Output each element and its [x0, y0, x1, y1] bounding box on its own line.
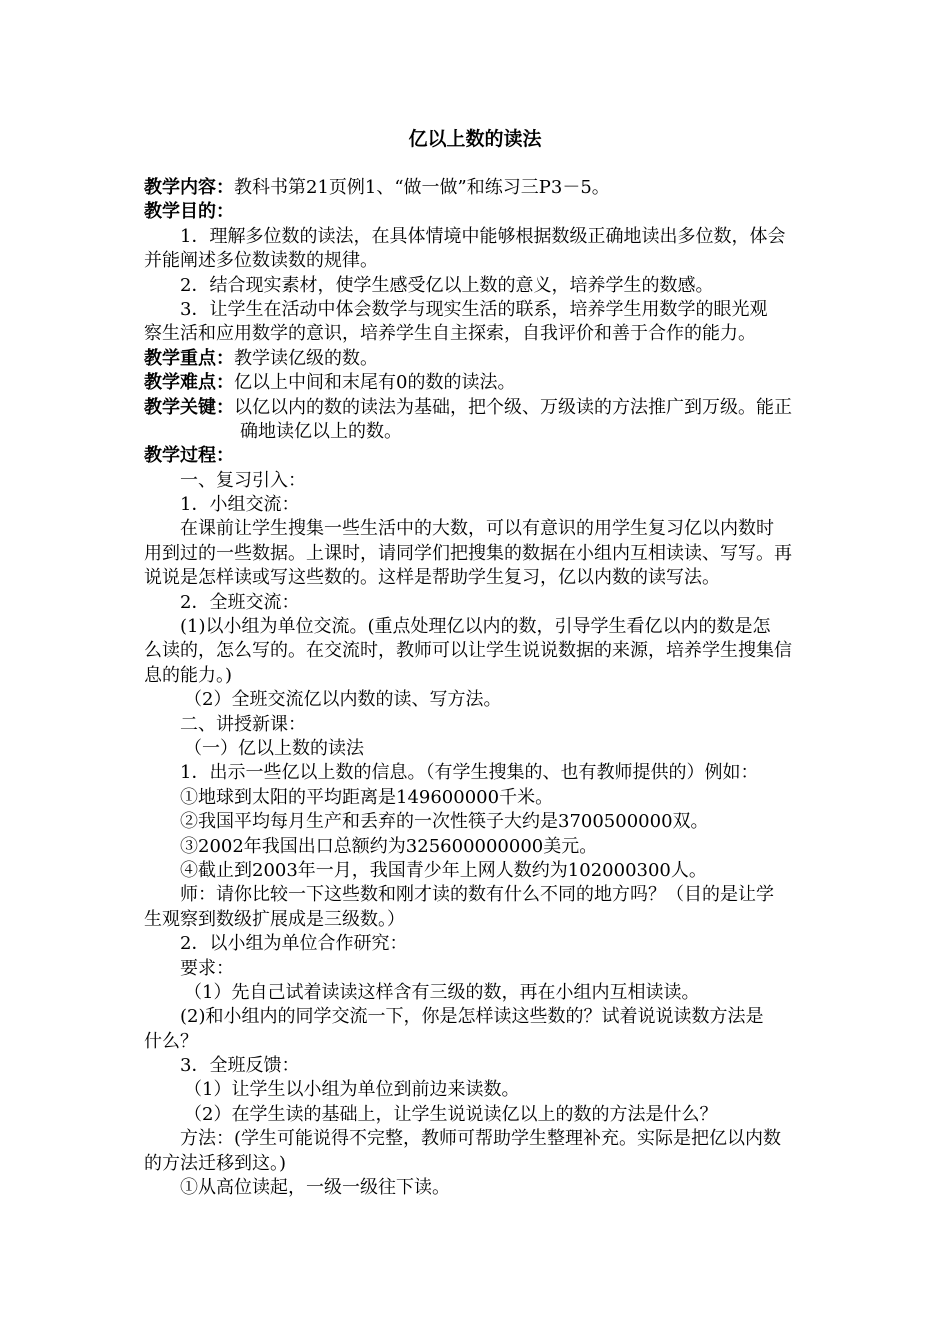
key-text: 教学读亿级的数。	[234, 347, 378, 369]
crux-label: 教学关键：	[144, 396, 234, 418]
process-p30: ①从高位读起，一级一级往下读。	[180, 1177, 450, 1199]
content-line	[144, 176, 808, 200]
goal-3-line-a: 3．让学生在活动中体会数学与现实生活的联系，培养学生用数学的眼光观	[180, 298, 768, 320]
process-label: 教学过程：	[144, 445, 234, 467]
process-p9: 息的能力。)	[144, 664, 233, 686]
process-p6: 2．全班交流：	[180, 591, 300, 613]
process-p5: 说说是怎样读或写这些数的。这样是帮助学生复习，亿以内数的读写法。	[144, 567, 720, 589]
process-p17: ④截止到2003年一月，我国青少年上网人数约为102000300人。	[180, 859, 707, 881]
key-label: 教学重点：	[144, 347, 234, 369]
process-p12: （一）亿以上数的读法	[184, 737, 364, 759]
process-p23: (2)和小组内的同学交流一下，你是怎样读这些数的？试着说说读数方法是	[180, 1006, 764, 1028]
process-p26: （1）让学生以小组为单位到前边来读数。	[184, 1079, 520, 1101]
process-p18: 师：请你比较一下这些数和刚才读的数有什么不同的地方吗？（目的是让学	[180, 884, 774, 906]
content-text: 教科书第21页例1、“做一做”和练习三P3－5。	[234, 177, 610, 198]
process-p25: 3．全班反馈：	[180, 1055, 300, 1077]
process-p16: ③2002年我国出口总额约为325600000000美元。	[180, 835, 598, 857]
crux-text-a: 以亿以内的数的读法为基础，把个级、万级读的方法推广到万级。能正	[234, 396, 792, 418]
document-title: 亿以上数的读法	[408, 128, 542, 150]
crux-line	[144, 396, 808, 420]
process-p1: 一、复习引入：	[180, 469, 306, 491]
process-p15: ②我国平均每月生产和丢弃的一次性筷子大约是3700500000双。	[180, 811, 709, 833]
process-p22: （1）先自己试着读读这样含有三级的数，再在小组内互相读读。	[184, 981, 700, 1003]
goal-1-line-b: 并能阐述多位数读数的规律。	[144, 250, 378, 272]
process-p8: 么读的，怎么写的。在交流时，教师可以让学生说说数据的来源，培养学生搜集信	[144, 640, 792, 662]
difficulty-text: 亿以上中间和末尾有0的数的读法。	[234, 372, 516, 394]
content-label: 教学内容：	[144, 177, 234, 198]
key-line	[144, 347, 808, 371]
process-p7: (1)以小组为单位交流。(重点处理亿以内的数，引导学生看亿以内的数是怎	[180, 616, 771, 638]
process-p19: 生观察到数级扩展成是三级数。）	[144, 908, 405, 930]
process-p27: （2）在学生读的基础上，让学生说说读亿以上的数的方法是什么？	[184, 1103, 718, 1125]
process-p28: 方法：(学生可能说得不完整，教师可帮助学生整理补充。实际是把亿以内数	[180, 1128, 782, 1150]
difficulty-line	[144, 371, 808, 395]
crux-text-b: 确地读亿以上的数。	[240, 420, 402, 442]
goal-1-line-a: 1．理解多位数的读法，在具体情境中能够根据数级正确地读出多位数，体会	[180, 225, 786, 247]
process-p24: 什么？	[144, 1030, 198, 1052]
process-p14: ①地球到太阳的平均距离是149600000千米。	[180, 786, 554, 808]
process-p13: 1．出示一些亿以上数的信息。（有学生搜集的、也有教师提供的）例如：	[180, 762, 759, 784]
difficulty-label: 教学难点：	[144, 372, 234, 394]
process-p29: 的方法迁移到这。)	[144, 1152, 287, 1174]
document-body	[144, 176, 808, 1200]
goal-2: 2．结合现实素材，使学生感受亿以上数的意义，培养学生的数感。	[180, 274, 714, 296]
process-p4: 用到过的一些数据。上课时，请同学们把搜集的数据在小组内互相读读、写写。再	[144, 542, 792, 564]
process-p11: 二、讲授新课：	[180, 713, 306, 735]
process-p10: （2）全班交流亿以内数的读、写方法。	[184, 689, 502, 711]
process-p20: 2．以小组为单位合作研究：	[180, 933, 408, 955]
goal-3-line-b: 察生活和应用数学的意识，培养学生自主探索，自我评价和善于合作的能力。	[144, 323, 756, 345]
goals-label: 教学目的：	[144, 201, 234, 223]
process-p21: 要求：	[180, 957, 234, 979]
process-p3: 在课前让学生搜集一些生活中的大数，可以有意识的用学生复习亿以内数时	[180, 518, 774, 540]
process-p2: 1．小组交流：	[180, 494, 300, 516]
